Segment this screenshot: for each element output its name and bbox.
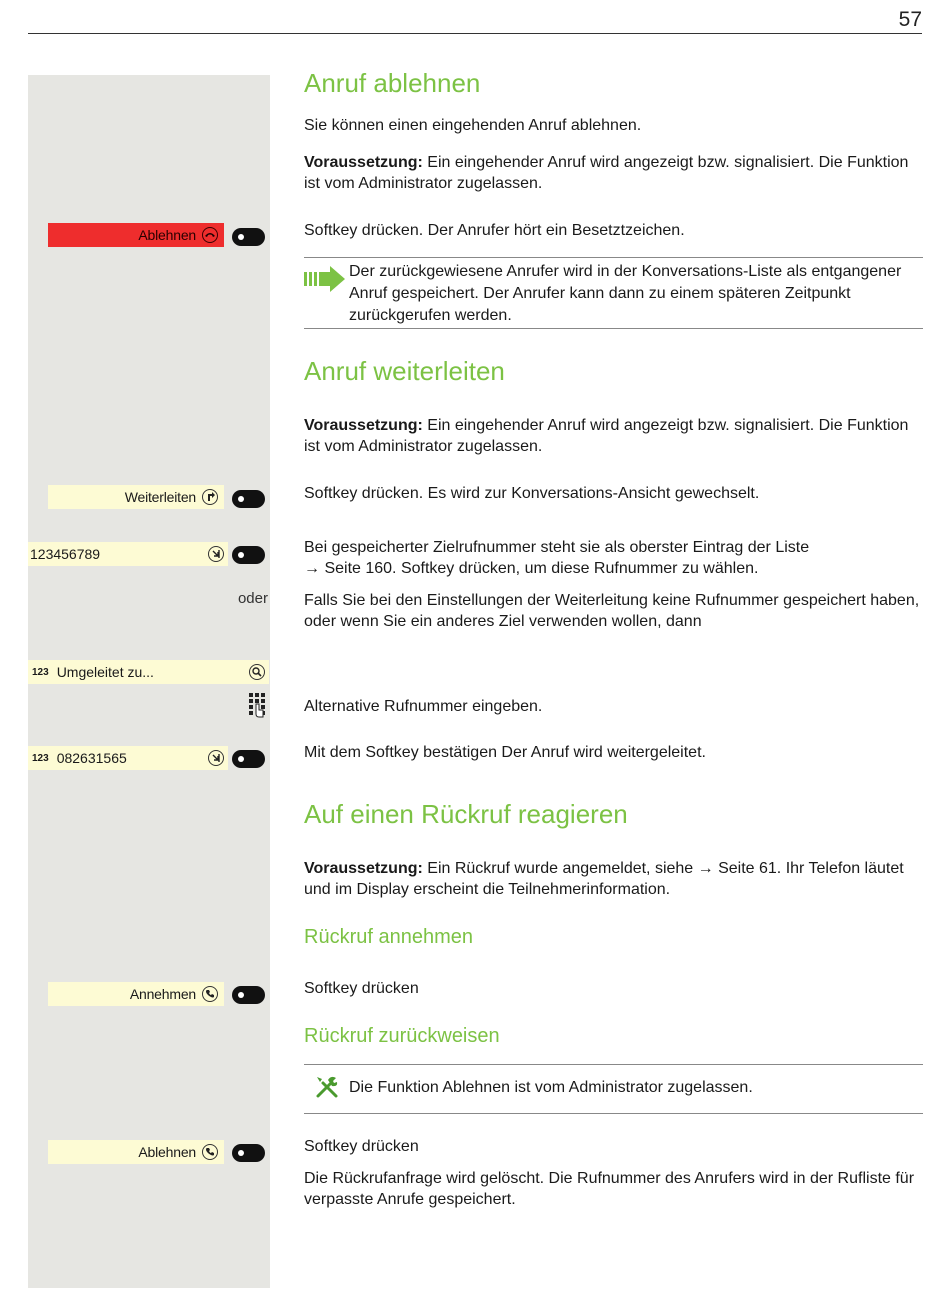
hangup-icon <box>202 227 218 243</box>
softkey-button[interactable] <box>232 228 265 246</box>
step-text: Softkey drücken <box>304 980 419 997</box>
page-number: 57 <box>898 8 922 31</box>
prerequisite-body: Ein eingehender Anruf wird angezeigt bzw. signalisiert. Die Funktion ist vom Administrator zugelassen. <box>304 154 909 192</box>
softkey-weiterleiten[interactable] <box>48 485 224 509</box>
search-icon[interactable] <box>249 664 265 680</box>
step-text: Falls Sie bei den Einstellungen der Weiterleitung keine Rufnummer gespeichert haben, oder wenn Sie ein anderes Ziel verwenden wollen, dann <box>304 592 920 630</box>
step-text: Softkey drücken. Es wird zur Konversations-Ansicht gewechselt. <box>304 485 760 502</box>
softkey-ablehnen-red[interactable] <box>48 223 224 247</box>
section-title-rueckruf: Auf einen Rückruf reagieren <box>304 799 628 829</box>
softkey-button[interactable] <box>232 546 265 564</box>
hint-arrow-icon <box>304 266 346 292</box>
entered-number-entry[interactable] <box>28 746 228 770</box>
phone-icon <box>202 986 218 1002</box>
softkey-label: Annehmen <box>129 986 196 1002</box>
stored-number-entry[interactable] <box>28 542 228 566</box>
prerequisite-text <box>304 858 924 900</box>
subsection-title-annehmen: Rückruf annehmen <box>304 926 473 948</box>
softkey-button[interactable] <box>232 1144 265 1162</box>
redirect-input[interactable] <box>28 660 269 684</box>
admin-note-box <box>304 1064 923 1114</box>
result-text: Die Rückrufanfrage wird gelöscht. Die Rufnummer des Anrufers wird in der Rufliste für verpasste Anrufe gespeichert. <box>304 1170 915 1208</box>
prerequisite-text <box>304 152 924 194</box>
softkey-annehmen[interactable] <box>48 982 224 1006</box>
dial-arrow-icon <box>208 750 224 766</box>
prerequisite-text <box>304 415 924 457</box>
note-box <box>304 257 923 329</box>
tools-icon <box>314 1074 340 1100</box>
softkey-button[interactable] <box>232 986 265 1004</box>
prerequisite-label: Voraussetzung: <box>304 154 423 171</box>
oder-label: oder <box>237 590 268 607</box>
numeric-mode-badge: 123 <box>32 666 49 678</box>
subsection-title-zurueckweisen: Rückruf zurückweisen <box>304 1025 500 1047</box>
prerequisite-label: Voraussetzung: <box>304 417 423 434</box>
keypad-icon <box>248 692 268 718</box>
forward-icon <box>202 489 218 505</box>
softkey-label: Ablehnen <box>138 1144 196 1160</box>
page-link[interactable]: → Seite 160. Softkey drücken, um diese Rufnummer zu wählen. <box>304 560 759 577</box>
note-text: Der zurückgewiesene Anrufer wird in der Konversations-Liste als entgangener Anruf gespeichert. Der Anrufer kann dann zu einem späteren Zeitpunkt zurückgerufen werden. <box>349 263 902 324</box>
section-title-anruf-weiterleiten: Anruf weiterleiten <box>304 356 505 386</box>
top-rule <box>28 33 922 34</box>
numeric-mode-badge: 123 <box>32 752 49 764</box>
step-line: Bei gespeicherter Zielrufnummer steht sie als oberster Eintrag der Liste <box>304 539 810 556</box>
prerequisite-label: Voraussetzung: <box>304 860 423 877</box>
stored-number: 123456789 <box>30 546 101 562</box>
admin-note-text: Die Funktion Ablehnen ist vom Administrator zugelassen. <box>349 1079 753 1096</box>
step-text: Mit dem Softkey bestätigen Der Anruf wird weitergeleitet. <box>304 744 706 761</box>
step-text: Softkey drücken <box>304 1138 419 1155</box>
softkey-ablehnen[interactable] <box>48 1140 224 1164</box>
step-text <box>304 537 924 579</box>
softkey-label: Ablehnen <box>138 227 196 243</box>
dial-arrow-icon <box>208 546 224 562</box>
redirect-label: Umgeleitet zu... <box>56 664 154 680</box>
step-text: Softkey drücken. Der Anrufer hört ein Besetztzeichen. <box>304 222 685 239</box>
softkey-button[interactable] <box>232 750 265 768</box>
softkey-label: Weiterleiten <box>124 489 196 505</box>
prerequisite-body: Ein Rückruf wurde angemeldet, siehe → Seite 61. Ihr Telefon läutet und im Display erscheint die Teilnehmerinformation. <box>304 860 904 898</box>
step-text: Alternative Rufnummer eingeben. <box>304 698 543 715</box>
prerequisite-body: Ein eingehender Anruf wird angezeigt bzw. signalisiert. Die Funktion ist vom Administrator zugelassen. <box>304 417 909 455</box>
entered-number: 082631565 <box>56 750 127 766</box>
phone-icon <box>202 1144 218 1160</box>
softkey-button[interactable] <box>232 490 265 508</box>
intro-text: Sie können einen eingehenden Anruf ablehnen. <box>304 117 642 134</box>
section-title-anruf-ablehnen: Anruf ablehnen <box>304 68 481 98</box>
